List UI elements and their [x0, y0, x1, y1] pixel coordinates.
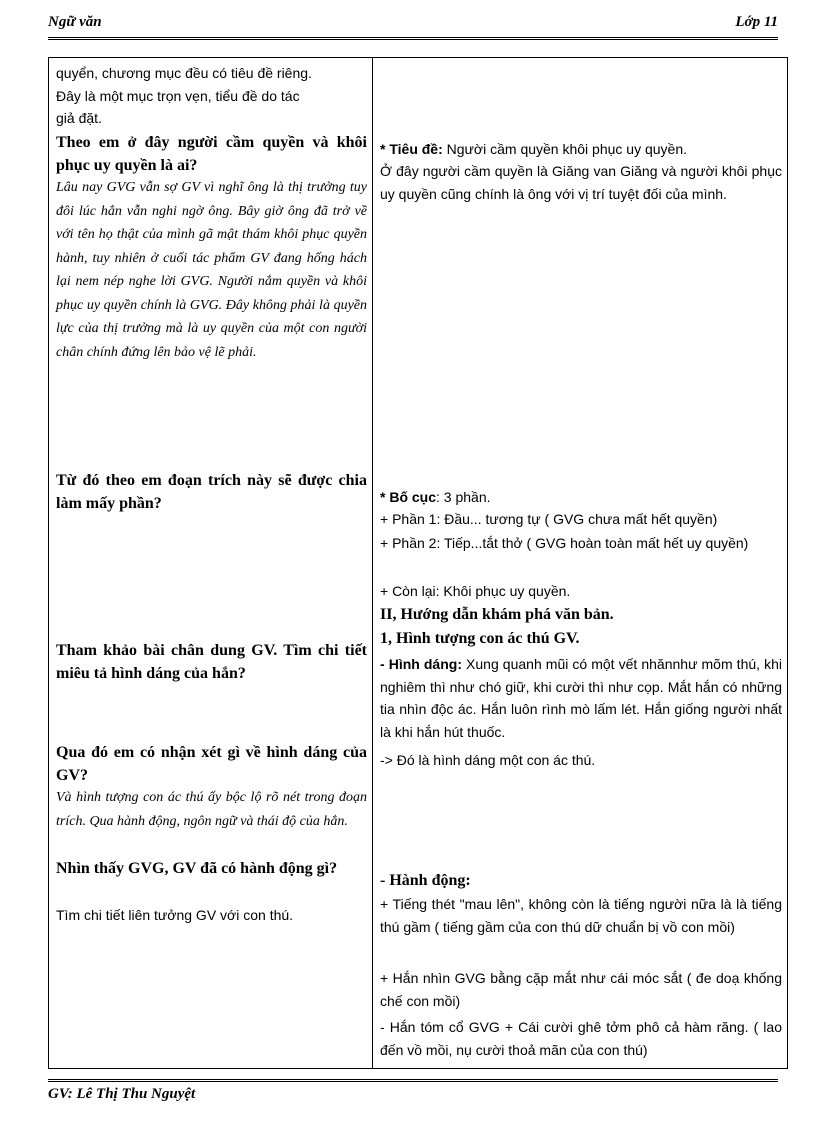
question-3: Tham khảo bài chân dung GV. Tìm chi tiết miêu tả hình dáng của hắn? — [56, 642, 367, 682]
shape-text: Xung quanh mũi có một vết nhănnhư mõm thú, khi nghiêm thì như chó giữ, khi cười thì như cọp. Mắt hắn có những tia nhìn độc ác. Hắn luôn rình mò lấm lét. Hắn giống người nhất là khi hắn hút thuốc. — [380, 656, 782, 740]
part-2: + Phần 2: Tiếp...tắt thở ( GVG hoàn toàn mất hết uy quyền) — [380, 535, 749, 551]
intro-line: quyển, chương mục đều có tiêu đề riêng. — [56, 65, 312, 81]
grade-label: Lớp 11 — [735, 14, 778, 30]
question-4: Qua đó em có nhận xét gì về hình dáng của GV? — [56, 744, 367, 784]
header-rule — [48, 37, 778, 40]
title-label: * Tiêu đề: — [380, 141, 443, 157]
title-line — [380, 138, 782, 161]
title-text: Người cầm quyền khôi phục uy quyền. — [442, 141, 688, 157]
footer-rule — [48, 1079, 778, 1082]
title-explanation: Ở đây người cầm quyền là Giăng van Giăng và người khôi phục uy quyền cũng chính là ông với vị trí tuyệt đối của mình. — [380, 163, 782, 202]
question-1: Theo em ở đây người cầm quyền và khôi phục uy quyền là ai? — [56, 134, 367, 174]
layout-text: : 3 phần. — [436, 489, 491, 505]
layout-label: * Bố cục — [380, 489, 437, 505]
teacher-name: GV: Lê Thị Thu Nguyệt — [48, 1086, 196, 1102]
subject-label: Ngữ văn — [48, 14, 102, 30]
lesson-table — [48, 57, 788, 1069]
section-heading: II, Hướng dẫn khám phá văn bản. — [380, 606, 614, 623]
layout-line — [380, 486, 782, 509]
action-3: - Hắn tóm cổ GVG + Cái cười ghê tởm phô cả hàm răng. ( lao đến vồ mồi, nụ cười thoả mãn của con thú) — [380, 1019, 782, 1058]
question-5: Nhìn thấy GVG, GV đã có hành động gì? — [56, 860, 338, 877]
part-3: + Còn lại: Khôi phục uy quyền. — [380, 583, 571, 599]
question-4-note: Và hình tượng con ác thú ấy bộc lộ rõ nét trong đoạn trích. Qua hành động, ngôn ngữ và thái độ của hắn. — [56, 790, 367, 829]
question-2: Từ đó theo em đoạn trích này sẽ được chia làm mấy phần? — [56, 472, 367, 512]
subsection-heading: 1, Hình tượng con ác thú GV. — [380, 630, 580, 647]
shape-label: - Hình dáng: — [380, 656, 462, 672]
action-label: - Hành động: — [380, 872, 471, 889]
intro-line: Đây là một mục trọn vẹn, tiểu đề do tác — [56, 87, 300, 104]
action-1: + Tiếng thét "mau lên", không còn là tiếng người nữa là là tiếng thú gầm ( tiếng gầm của con thú dữ chuẩn bị vồ con mồi) — [380, 896, 782, 935]
question-1-note: Lâu nay GVG vẫn sợ GV vì nghĩ ông là thị trưởng tuy đôi lúc hắn vẫn nghi ngờ ông. Bây giờ ông đã trở về với tên họ thật của mình gã mật thám khôi phục quyền hành, tuy nhiên ở cuối tác phẩm GV đang hống hách lại nem nép nghe lời GVG. Người nắm quyền và khôi phục uy quyền chính là GVG. Đây không phải là quyền lực của thị trưởng mà là uy quyền của một con người chân chính đứng lên bảo vệ lẽ phải. — [56, 180, 367, 360]
intro-line: giả đặt. — [56, 110, 102, 126]
question-5-note: Tìm chi tiết liên tưởng GV với con thú. — [56, 907, 294, 923]
part-1: + Phần 1: Đầu... tương tự ( GVG chưa mất hết quyền) — [380, 511, 718, 527]
column-divider — [372, 58, 373, 1068]
shape-paragraph — [380, 653, 782, 743]
page-header — [48, 14, 778, 36]
shape-conclusion: -> Đó là hình dáng một con ác thú. — [380, 752, 596, 768]
action-2: + Hắn nhìn GVG bằng cặp mắt như cái móc sắt ( đe doạ khống chế con mồi) — [380, 970, 782, 1009]
